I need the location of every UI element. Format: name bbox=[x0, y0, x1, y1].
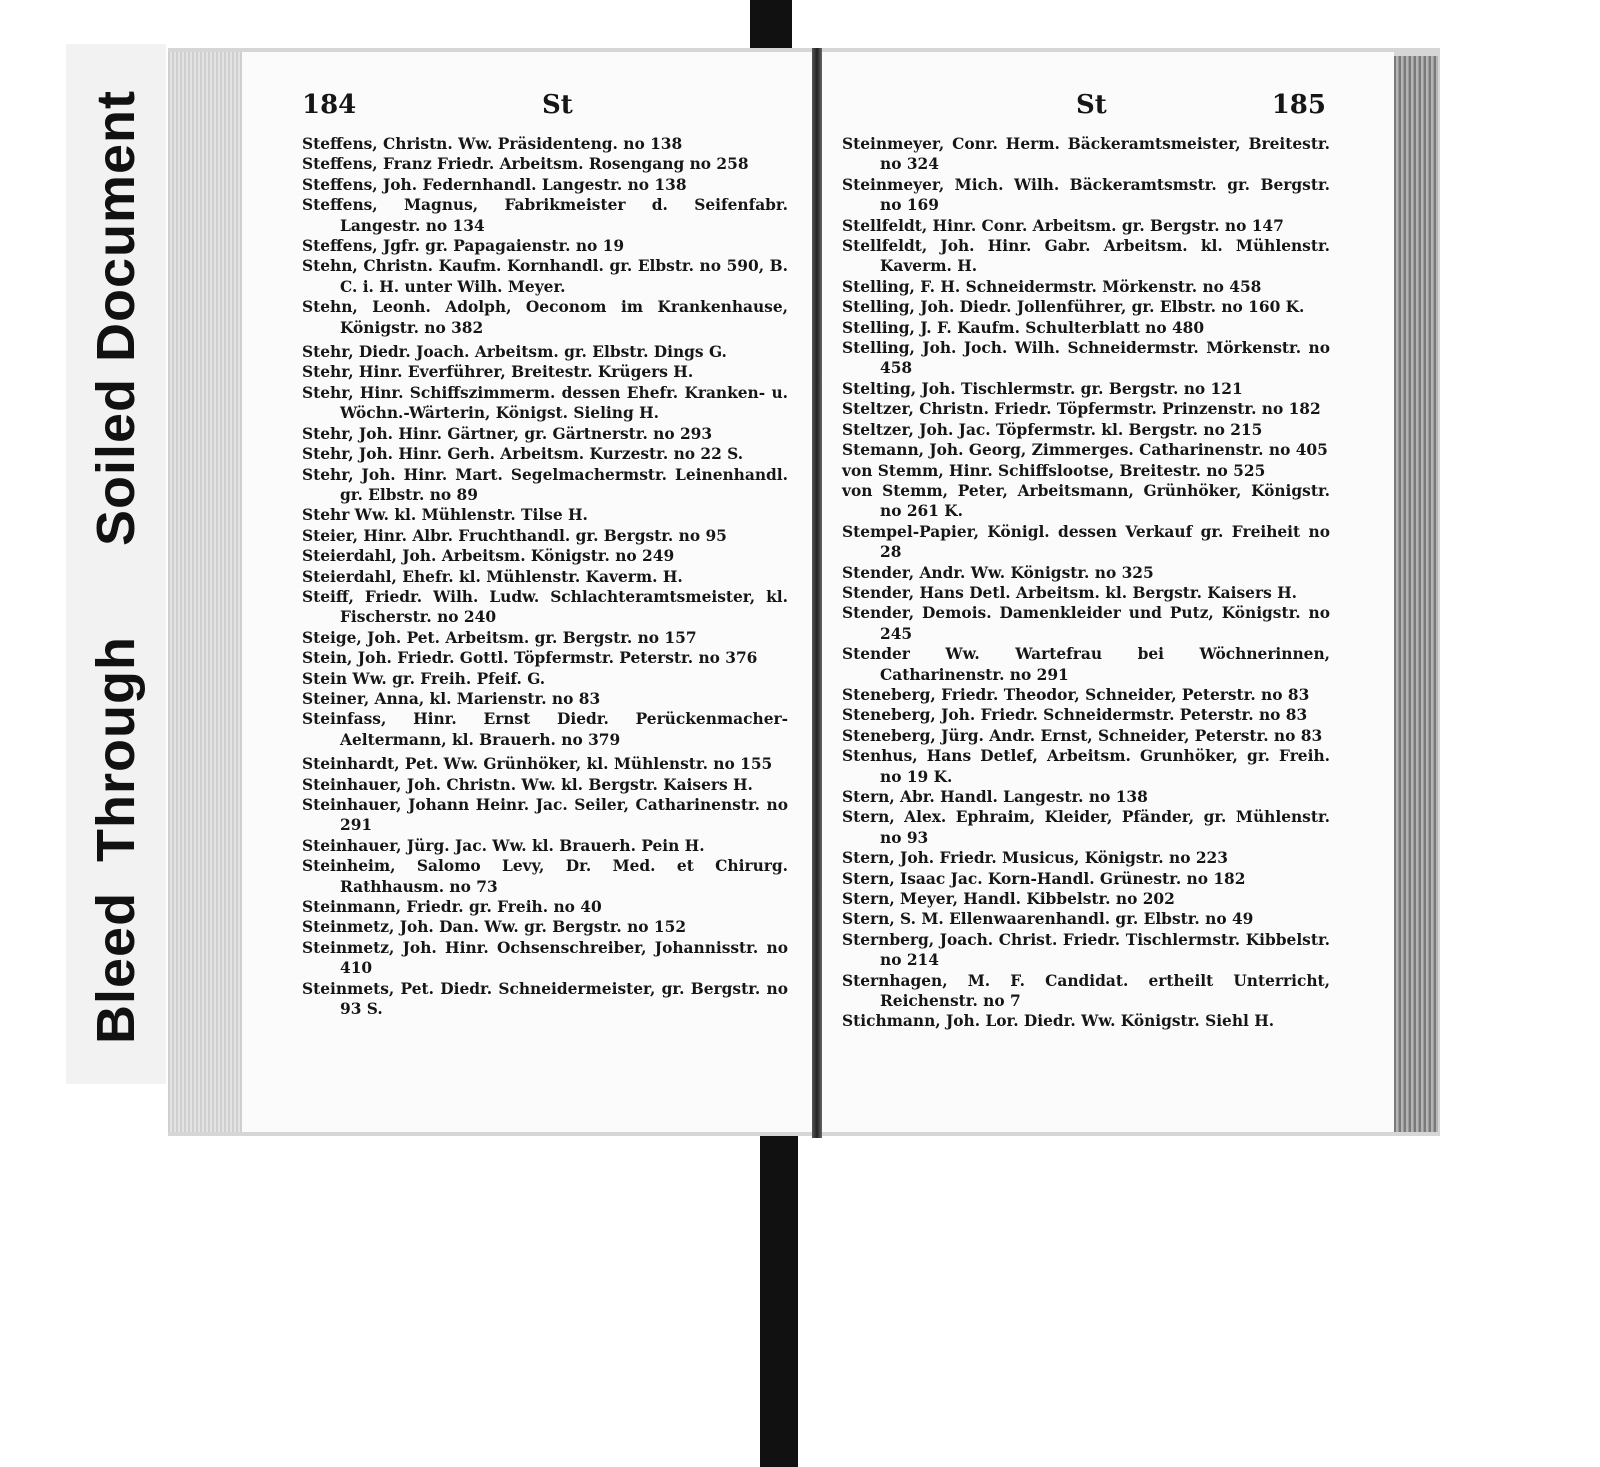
directory-entry: Steltzer, Christn. Friedr. Töpfermstr. Prinzenstr. no 182 bbox=[842, 400, 1321, 419]
book-gutter bbox=[812, 48, 822, 1138]
left-entry-list bbox=[302, 134, 788, 1019]
spine-band-top bbox=[750, 0, 792, 52]
directory-entry: Stender Ww. Wartefrau bei Wöchnerinnen, Catharinenstr. no 291 bbox=[842, 645, 1330, 684]
directory-entry: Stichmann, Joh. Lor. Diedr. Ww. Königstr. Siehl H. bbox=[842, 1012, 1275, 1031]
directory-entry: Steneberg, Jürg. Andr. Ernst, Schneider, Peterstr. no 83 bbox=[842, 726, 1323, 745]
directory-entry: Stenhus, Hans Detlef, Arbeitsm. Grunhöker, gr. Freih. no 19 K. bbox=[842, 747, 1330, 786]
directory-entry: Steinhauer, Johann Heinr. Jac. Seiler, Catharinenstr. no 291 bbox=[302, 796, 788, 835]
directory-entry: Stellfeldt, Hinr. Conr. Arbeitsm. gr. Bergstr. no 147 bbox=[842, 216, 1284, 235]
directory-entry: Stern, Abr. Handl. Langestr. no 138 bbox=[842, 788, 1148, 806]
directory-entry: Stehn, Christn. Kaufm. Kornhandl. gr. Elbstr. no 590, B. C. i. H. unter Wilh. Meyer. bbox=[302, 257, 788, 296]
directory-entry: Stellfeldt, Joh. Hinr. Gabr. Arbeitsm. kl. Mühlenstr. Kaverm. H. bbox=[842, 237, 1330, 276]
directory-entry: Sternhagen, M. F. Candidat. ertheilt Unterricht, Reichenstr. no 7 bbox=[842, 971, 1330, 1011]
directory-entry: Stehr Ww. kl. Mühlenstr. Tilse H. bbox=[302, 506, 588, 525]
right-page-header bbox=[822, 90, 1394, 126]
directory-entry: Steierdahl, Ehefr. kl. Mühlenstr. Kaverm. H. bbox=[302, 567, 683, 586]
right-page-edges bbox=[1394, 56, 1438, 1132]
directory-entry: Steffens, Christn. Ww. Präsidenteng. no 138 bbox=[302, 135, 683, 153]
directory-entry: Steinmeyer, Conr. Herm. Bäckeramtsmeister, Breitestr. no 324 bbox=[842, 135, 1330, 174]
directory-entry: Stehr, Joh. Hinr. Mart. Segelmachermstr. Leinenhandl. gr. Elbstr. no 89 bbox=[302, 465, 788, 504]
through-word: Through bbox=[86, 636, 146, 862]
directory-entry: Stemann, Joh. Georg, Zimmerges. Catharinenstr. no 405 bbox=[842, 441, 1328, 460]
directory-entry: Steinheim, Salomo Levy, Dr. Med. et Chirurg. Rathhausm. no 73 bbox=[302, 857, 788, 896]
directory-entry: Steneberg, Friedr. Theodor, Schneider, Peterstr. no 83 bbox=[842, 685, 1310, 704]
directory-entry: Stehr, Hinr. Schiffszimmerm. dessen Ehefr. Kranken- u. Wöchn.-Wärterin, Königst. Sieling H. bbox=[302, 383, 788, 423]
page-number: 184 bbox=[302, 90, 357, 120]
directory-entry: Stender, Andr. Ww. Königstr. no 325 bbox=[842, 563, 1154, 582]
directory-entry: Steffens, Franz Friedr. Arbeitsm. Rosengang no 258 bbox=[302, 155, 749, 174]
directory-entry: Steffens, Joh. Federnhandl. Langestr. no 138 bbox=[302, 175, 687, 194]
bleed-through-label bbox=[70, 600, 162, 1080]
directory-entry: Steinhauer, Joh. Christn. Ww. kl. Bergstr. Kaisers H. bbox=[302, 775, 753, 794]
page-number: 185 bbox=[1271, 90, 1326, 120]
directory-entry: von Stemm, Peter, Arbeitsmann, Grünhöker, Königstr. no 261 K. bbox=[842, 481, 1330, 521]
directory-entry: Steierdahl, Joh. Arbeitsm. Königstr. no 249 bbox=[302, 547, 675, 566]
directory-entry: Steffens, Magnus, Fabrikmeister d. Seifenfabr. Langestr. no 134 bbox=[302, 196, 788, 235]
directory-entry: Stern, Alex. Ephraim, Kleider, Pfänder, gr. Mühlenstr. no 93 bbox=[842, 808, 1330, 847]
left-page-header bbox=[242, 90, 812, 126]
directory-entry: Stein Ww. gr. Freih. Pfeif. G. bbox=[302, 669, 546, 688]
directory-entry: Steinmeyer, Mich. Wilh. Bäckeramtsmstr. gr. Bergstr. no 169 bbox=[842, 175, 1330, 215]
directory-entry: Stern, Meyer, Handl. Kibbelstr. no 202 bbox=[842, 890, 1175, 909]
directory-entry: Sternberg, Joach. Christ. Friedr. Tischlermstr. Kibbelstr. no 214 bbox=[842, 930, 1330, 970]
directory-entry: Steinmets, Pet. Diedr. Schneidermeister, gr. Bergstr. no 93 S. bbox=[302, 979, 788, 1019]
soiled-document-label bbox=[70, 48, 162, 588]
directory-entry: Stelling, J. F. Kaufm. Schulterblatt no 480 bbox=[842, 318, 1205, 337]
directory-entry: Steinfass, Hinr. Ernst Diedr. Perückenmacher-Aeltermann, kl. Brauerh. no 379 bbox=[302, 710, 788, 749]
bleed-through-text bbox=[85, 636, 147, 1044]
directory-entry: Steinhauer, Jürg. Jac. Ww. kl. Brauerh. Pein H. bbox=[302, 836, 705, 855]
directory-entry: Steier, Hinr. Albr. Fruchthandl. gr. Bergstr. no 95 bbox=[302, 526, 727, 545]
directory-entry: Stelling, Joh. Joch. Wilh. Schneidermstr. Mörkenstr. no 458 bbox=[842, 339, 1330, 378]
directory-entry: Steffens, Jgfr. gr. Papagaienstr. no 19 bbox=[302, 237, 625, 256]
directory-entry: Stelling, F. H. Schneidermstr. Mörkenstr. no 458 bbox=[842, 277, 1262, 296]
directory-entry: Steinhardt, Pet. Ww. Grünhöker, kl. Mühlenstr. no 155 bbox=[302, 755, 773, 774]
directory-entry: Stehr, Joh. Hinr. Gärtner, gr. Gärtnerstr. no 293 bbox=[302, 424, 713, 443]
directory-entry: Stempel-Papier, Königl. dessen Verkauf gr. Freiheit no 28 bbox=[842, 522, 1330, 562]
running-headword: St bbox=[1076, 90, 1107, 120]
directory-entry: von Stemm, Hinr. Schiffslootse, Breitestr. no 525 bbox=[842, 461, 1266, 480]
directory-entry: Steltzer, Joh. Jac. Töpfermstr. kl. Bergstr. no 215 bbox=[842, 420, 1263, 439]
directory-entry: Stehr, Hinr. Everführer, Breitestr. Krügers H. bbox=[302, 363, 694, 382]
right-entry-list bbox=[842, 134, 1330, 1032]
directory-entry: Stern, S. M. Ellenwaarenhandl. gr. Elbstr. no 49 bbox=[842, 910, 1254, 929]
directory-entry: Stein, Joh. Friedr. Gottl. Töpfermstr. Peterstr. no 376 bbox=[302, 649, 758, 668]
directory-entry: Stern, Joh. Friedr. Musicus, Königstr. no 223 bbox=[842, 849, 1228, 868]
directory-entry: Stern, Isaac Jac. Korn-Handl. Grünestr. no 182 bbox=[842, 869, 1246, 888]
directory-entry: Steinmann, Friedr. gr. Freih. no 40 bbox=[302, 898, 602, 917]
directory-entry: Stelling, Joh. Diedr. Jollenführer, gr. Elbstr. no 160 K. bbox=[842, 298, 1305, 317]
directory-entry: Steiff, Friedr. Wilh. Ludw. Schlachteramtsmeister, kl. Fischerstr. no 240 bbox=[302, 587, 788, 627]
directory-entry: Steneberg, Joh. Friedr. Schneidermstr. Peterstr. no 83 bbox=[842, 706, 1308, 725]
bleed-word: Bleed bbox=[86, 891, 146, 1044]
running-headword: St bbox=[542, 90, 573, 120]
left-page-edges bbox=[168, 52, 242, 1132]
directory-entry: Stender, Demois. Damenkleider und Putz, Königstr. no 245 bbox=[842, 604, 1330, 643]
directory-entry: Stehr, Joh. Hinr. Gerh. Arbeitsm. Kurzestr. no 22 S. bbox=[302, 445, 744, 464]
directory-entry: Stender, Hans Detl. Arbeitsm. kl. Bergstr. Kaisers H. bbox=[842, 583, 1297, 602]
directory-entry: Stehr, Diedr. Joach. Arbeitsm. gr. Elbstr. Dings G. bbox=[302, 343, 727, 362]
directory-entry: Stehn, Leonh. Adolph, Oeconom im Krankenhause, Königstr. no 382 bbox=[302, 298, 788, 337]
directory-entry: Steiner, Anna, kl. Marienstr. no 83 bbox=[302, 689, 601, 708]
right-page bbox=[822, 52, 1394, 1132]
directory-entry: Steinmetz, Joh. Dan. Ww. gr. Bergstr. no 152 bbox=[302, 918, 687, 937]
left-page bbox=[242, 52, 812, 1132]
spine-band-bottom bbox=[760, 1130, 798, 1467]
soiled-document-text: Soiled Document bbox=[86, 89, 147, 547]
directory-entry: Steige, Joh. Pet. Arbeitsm. gr. Bergstr. no 157 bbox=[302, 628, 697, 647]
directory-entry: Steinmetz, Joh. Hinr. Ochsenschreiber, Johannisstr. no 410 bbox=[302, 938, 788, 978]
directory-entry: Stelting, Joh. Tischlermstr. gr. Bergstr. no 121 bbox=[842, 379, 1243, 398]
